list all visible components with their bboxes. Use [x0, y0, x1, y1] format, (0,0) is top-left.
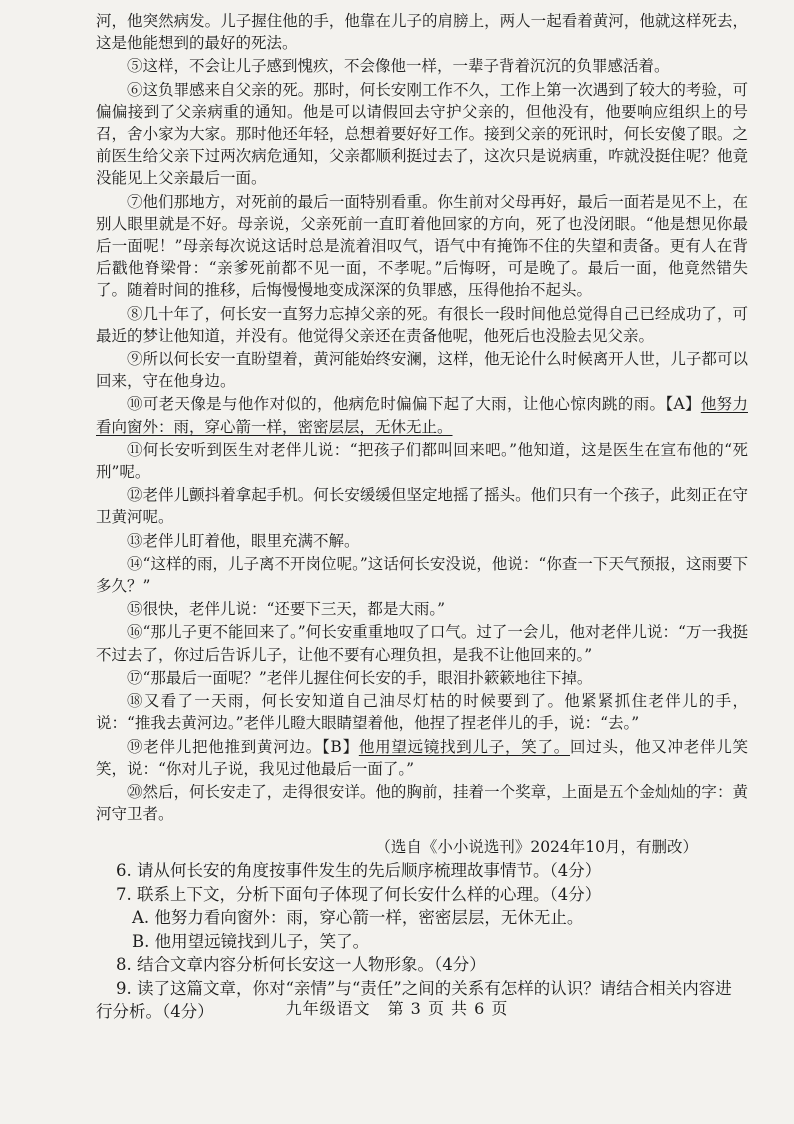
paragraph-10	[96, 393, 748, 437]
paragraph-19	[96, 736, 748, 780]
paragraph-19-text: ⑲老伴儿把他推到黄河边。【B】	[127, 737, 359, 756]
paragraph-6: ⑥这负罪感来自父亲的死。那时，何长安刚工作不久，工作上第一次遇到了较大的考验，可偏偏接到了父亲病重的通知。他是可以请假回去守护父亲的，但他没有，他要响应组织上的号召，舍小家为大家。那时他还年轻，总想着要好好工作。接到父亲的死讯时，何长安傻了眼。之前医生给父亲下过两次病危通知，父亲都顺利挺过去了，这次只是说病重，咋就没挺住呢？他竟没能见上父亲最后一面。	[96, 80, 748, 188]
paragraph-5: ⑤这样，不会让儿子感到愧疚，不会像他一样，一辈子背着沉沉的负罪感活着。	[127, 57, 670, 76]
underlined-sentence-a: 他努力看向窗外：雨，穿心箭一样，密密层层，无休无止。	[96, 395, 748, 436]
paragraph-16: ⑯“那儿子更不能回来了。”何长安重重地叹了口气。过了一会儿，他对老伴儿说：“万一我挺不过去了，你过后告诉儿子，让他不要有心理负担，是我不让他回来的。”	[96, 623, 748, 664]
reading-passage	[96, 10, 748, 825]
question-9: 9. 读了这篇文章，你对“亲情”与“责任”之间的关系有怎样的认识？请结合相关内容进行分析。（4分）	[96, 978, 732, 1022]
paragraph-13: ⑬老伴儿盯着他，眼里充满不解。	[127, 531, 360, 550]
paragraph-14: ⑭“这样的雨，儿子离不开岗位呢。”这话何长安没说，他说：“你查一下天气预报，这雨要下多久？”	[96, 554, 748, 596]
paragraph-11: ⑪何长安听到医生对老伴儿说：“把孩子们都叫回来吧。”他知道，这是医生在宣布他的“死刑”呢。	[96, 440, 748, 482]
paragraph-17: ⑰“那最后一面呢？”老伴儿握住何长安的手，眼泪扑簌簌地往下掉。	[127, 668, 593, 687]
paragraph-4-continued: 河，他突然病发。儿子握住他的手，他靠在儿子的肩膀上，两人一起看着黄河，他就这样死去，这是他能想到的最好的死法。	[96, 12, 748, 53]
paragraph-18: ⑱又看了一天雨，何长安知道自己油尽灯枯的时候要到了。他紧紧抓住老伴儿的手，说：“推我去黄河边。”老伴儿瞪大眼睛望着他，他捏了捏老伴儿的手，说：“去。”	[96, 692, 748, 733]
question-7-option-b: B. 他用望远镜找到儿子，笑了。	[132, 931, 370, 951]
paragraph-8: ⑧几十年了，何长安一直努力忘掉父亲的死。有很长一段时间他总觉得自己已经成功了，可最近的梦让他知道，并没有。他觉得父亲还在责备他呢，他死后也没脸去见父亲。	[96, 304, 748, 345]
paragraph-20: ⑳然后，何长安走了，走得很安详。他的胸前，挂着一个奖章，上面是五个金灿灿的字：黄河守卫者。	[96, 782, 748, 824]
paragraph-19-text-after: 回过头，他又冲老伴儿笑笑，说：“你对儿子说，我见过他最后一面了。”	[96, 737, 748, 778]
question-6: 6. 请从何长安的角度按事件发生的先后顺序梳理故事情节。（4分）	[116, 861, 602, 881]
source-citation: （选自《小小说选刊》2024年10月，有删改）	[375, 838, 698, 857]
question-8: 8. 结合文章内容分析何长安这一人物形象。（4分）	[116, 955, 486, 975]
paragraph-12: ⑫老伴儿颤抖着拿起手机。何长安缓缓但坚定地摇了摇头。他们只有一个孩子，此刻正在守卫黄河呢。	[96, 486, 748, 527]
paragraph-10-text: ⑩可老天像是与他作对似的，他病危时偏偏下起了大雨，让他心惊肉跳的雨。【A】	[127, 395, 701, 414]
question-7-option-a: A. 他努力看向窗外：雨，穿心箭一样，密密层层，无休无止。	[132, 908, 584, 928]
paragraph-7: ⑦他们那地方，对死前的最后一面特别看重。你生前对父母再好，最后一面若是见不上，在别人眼里就是不好。母亲说，父亲死前一直盯着他回家的方向，死了也没闭眼。“他是想见你最后一面呢！”母亲每次说这话时总是流着泪叹气，语气中有掩饰不住的失望和责备。更有人在背后戳他脊梁骨：“亲爹死前都不见一面，不孝呢。”后悔呀，可是晚了。最后一面，他竟然错失了。随着时间的推移，后悔慢慢地变成深深的负罪感，压得他抬不起头。	[96, 192, 748, 300]
underlined-sentence-b: 他用望远镜找到儿子，笑了。	[358, 737, 571, 756]
question-7: 7. 联系上下文，分析下面句子体现了何长安什么样的心理。（4分）	[116, 884, 602, 904]
page-footer: 九年级语文 第 3 页 共 6 页	[285, 999, 509, 1018]
paragraph-15: ⑮很快，老伴儿说：“还要下三天，都是大雨。”	[127, 600, 446, 619]
paragraph-9: ⑨所以何长安一直盼望着，黄河能始终安澜，这样，他无论什么时候离开人世，儿子都可以回来，守在他身边。	[96, 350, 748, 391]
